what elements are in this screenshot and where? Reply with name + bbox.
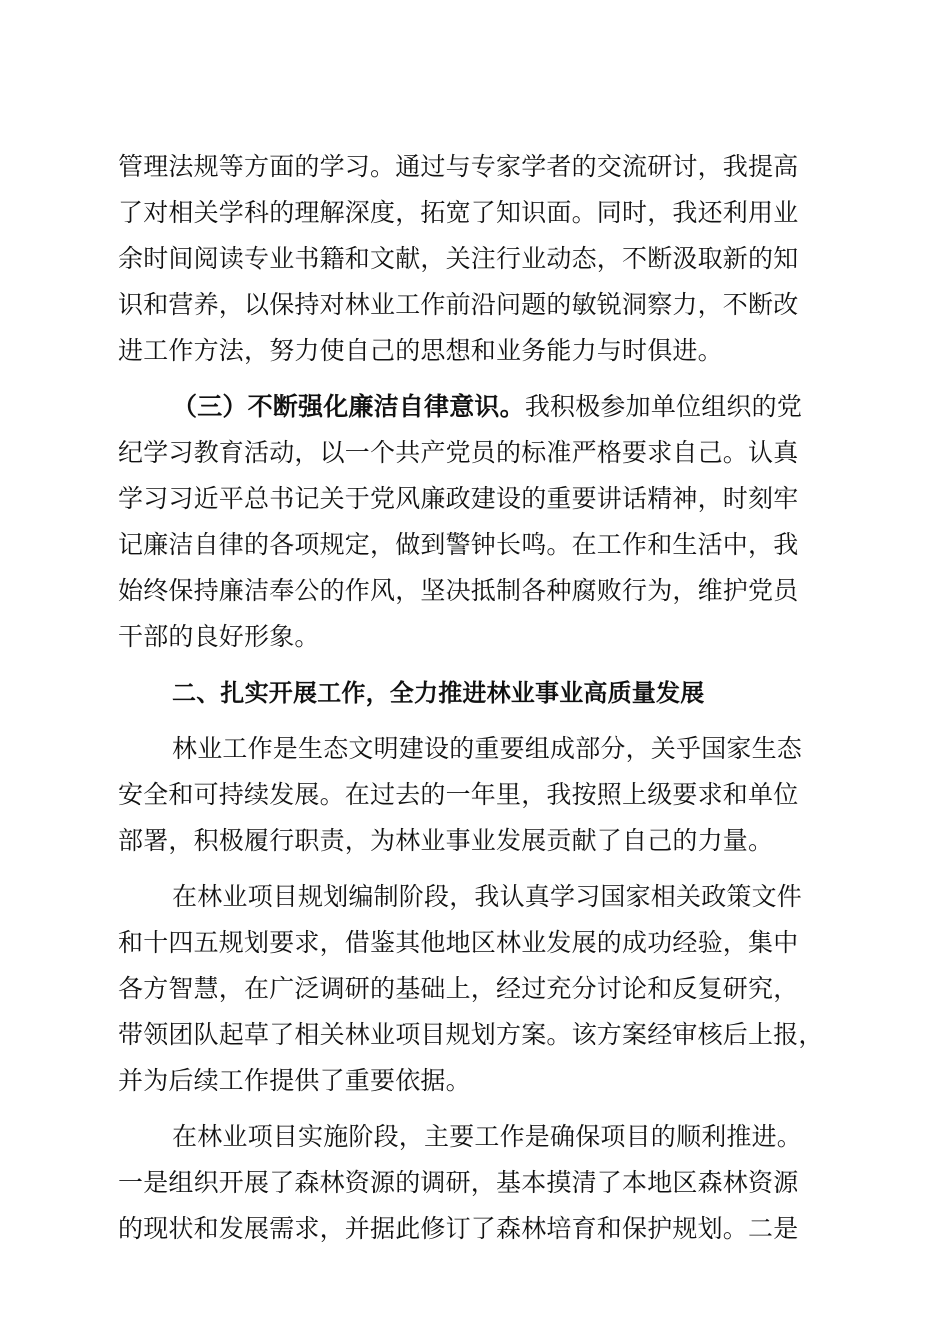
text-line: 的现状和发展需求，并据此修订了森林培育和保护规划。二是 bbox=[118, 1214, 799, 1243]
text-line: 了对相关学科的理解深度，拓宽了知识面。同时，我还利用业 bbox=[118, 198, 799, 227]
text-line: 记廉洁自律的各项规定，做到警钟长鸣。在工作和生活中，我 bbox=[118, 530, 799, 559]
paragraph-integrity bbox=[118, 384, 832, 660]
text-line: 并为后续工作提供了重要依据。 bbox=[118, 1066, 471, 1095]
paragraph-implementation-stage bbox=[118, 1114, 832, 1252]
subsection-title: （三）不断强化廉洁自律意识。 bbox=[172, 392, 525, 421]
text-line: 带领团队起草了相关林业项目规划方案。该方案经审核后上报， bbox=[118, 1020, 824, 1049]
text-line: 干部的良好形象。 bbox=[118, 622, 320, 651]
document-body bbox=[118, 144, 832, 1252]
text-line: 在林业项目实施阶段，主要工作是确保项目的顺利推进。 bbox=[172, 1122, 803, 1151]
text-line: 各方智慧，在广泛调研的基础上，经过充分讨论和反复研究， bbox=[118, 974, 799, 1003]
paragraph-planning-stage bbox=[118, 874, 832, 1104]
section-heading: 二、扎实开展工作，全力推进林业事业高质量发展 bbox=[172, 679, 705, 707]
paragraph-learning-continued bbox=[118, 144, 832, 374]
text-run: 我积极参加单位组织的党 bbox=[524, 392, 803, 421]
text-line: 和十四五规划要求，借鉴其他地区林业发展的成功经验，集中 bbox=[118, 928, 799, 957]
text-line: 管理法规等方面的学习。通过与专家学者的交流研讨，我提高 bbox=[118, 152, 799, 181]
text-line: 部署，积极履行职责，为林业事业发展贡献了自己的力量。 bbox=[118, 826, 774, 855]
paragraph-forestry-intro bbox=[118, 726, 832, 864]
text-line: 纪学习教育活动，以一个共产党员的标准严格要求自己。认真 bbox=[118, 438, 799, 467]
text-line bbox=[118, 384, 832, 430]
text-line: 一是组织开展了森林资源的调研，基本摸清了本地区森林资源 bbox=[118, 1168, 799, 1197]
text-line: 余时间阅读专业书籍和文献，关注行业动态，不断汲取新的知 bbox=[118, 244, 799, 273]
section-heading-wrapper bbox=[118, 670, 832, 716]
text-line: 始终保持廉洁奉公的作风，坚决抵制各种腐败行为，维护党员 bbox=[118, 576, 799, 605]
text-line: 安全和可持续发展。在过去的一年里，我按照上级要求和单位 bbox=[118, 780, 799, 809]
text-line: 学习习近平总书记关于党风廉政建设的重要讲话精神，时刻牢 bbox=[118, 484, 799, 513]
text-line: 林业工作是生态文明建设的重要组成部分，关乎国家生态 bbox=[172, 734, 803, 763]
text-line: 识和营养，以保持对林业工作前沿问题的敏锐洞察力，不断改 bbox=[118, 290, 799, 319]
text-line: 在林业项目规划编制阶段，我认真学习国家相关政策文件 bbox=[172, 882, 803, 911]
text-line: 进工作方法，努力使自己的思想和业务能力与时俱进。 bbox=[118, 336, 723, 365]
